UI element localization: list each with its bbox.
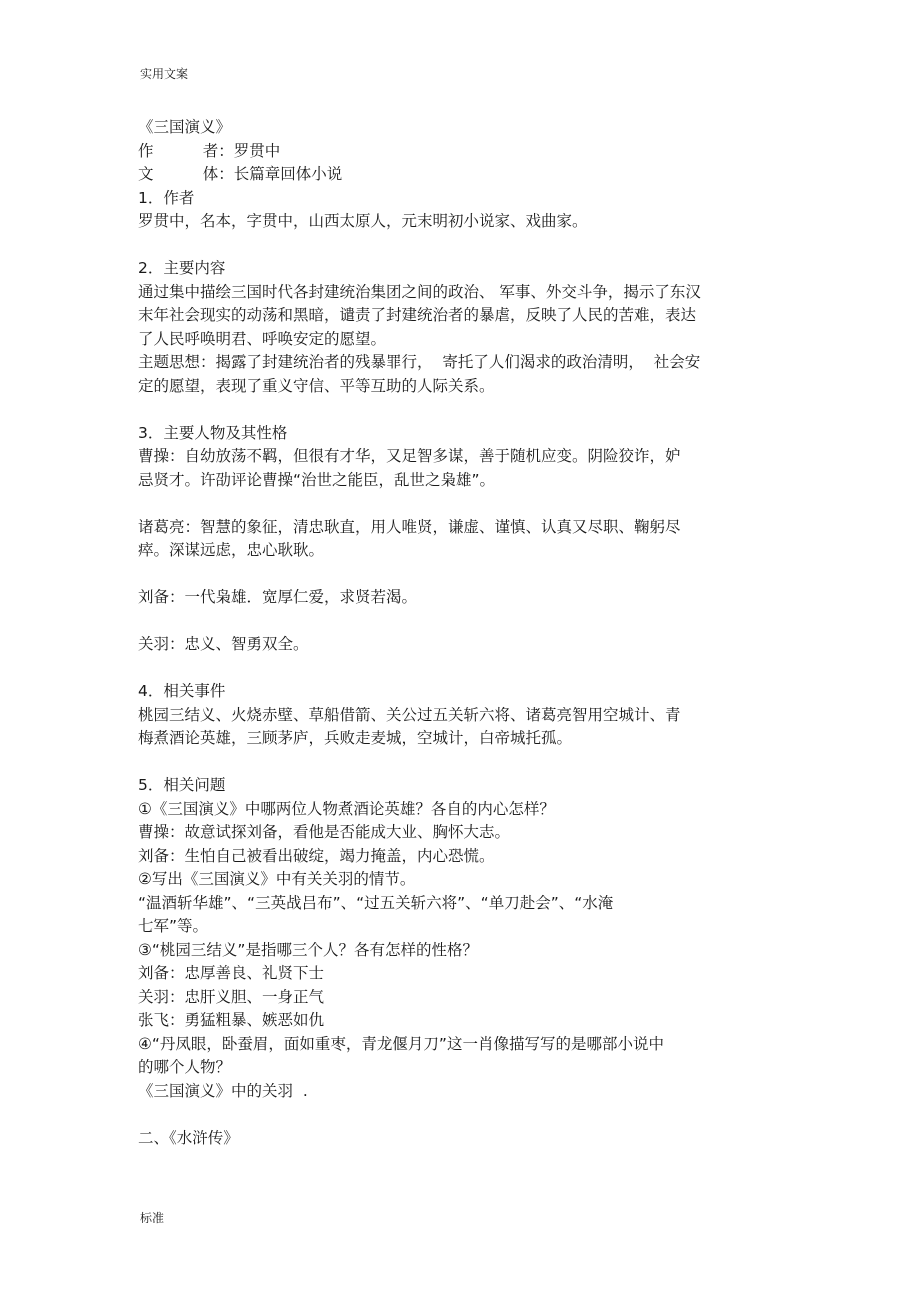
question-line: ②写出《三国演义》中有关关羽的情节。 <box>138 870 416 888</box>
page-footer: 标准 <box>140 1211 165 1225</box>
answer-line: 《三国演义》中的关羽 . <box>138 1081 308 1100</box>
question-line: ③“桃园三结义”是指哪三个人？各有怎样的性格？ <box>138 940 478 959</box>
answer-line: “温酒斩华雄”、“三英战吕布”、“过五关斩六将”、“单刀赴会”、“水淹 <box>138 893 614 912</box>
events-line: 桃园三结义、火烧赤壁、草船借箭、关公过五关斩六将、诸葛亮智用空城计、青 <box>138 705 681 724</box>
events-line: 梅煮酒论英雄，三顾茅庐，兵败走麦城，空城计，白帝城托孤。 <box>138 729 573 747</box>
content-line: 末年社会现实的动荡和黑暗，谴责了封建统治者的暴虐，反映了人民的苦难，表达 <box>138 306 697 324</box>
character-caocao: 曹操：自幼放荡不羁，但很有才华，又足智多谋，善于随机应变。阴险狡诈，妒 <box>138 447 681 465</box>
answer-line: 曹操：故意试探刘备，看他是否能成大业、胸怀大志。 <box>138 823 511 841</box>
answer-line: 七军”等。 <box>138 917 209 935</box>
content-line: 通过集中描绘三国时代各封建统治集团之间的政治、 军事、外交斗争，揭示了东汉 <box>138 282 701 301</box>
section-heading-characters: 3．主要人物及其性格 <box>138 423 288 442</box>
next-section-heading: 二、《水浒传》 <box>138 1128 239 1147</box>
character-zhuge: 诸葛亮：智慧的象征，清忠耿直，用人唯贤，谦虚、谨慎、认真又尽职、鞠躬尽 <box>138 517 681 536</box>
character-caocao: 忌贤才。许劭评论曹操“治世之能臣，乱世之枭雄”。 <box>138 470 496 489</box>
section-heading-content: 2．主要内容 <box>138 259 226 277</box>
section-heading-author: 1．作者 <box>138 188 195 207</box>
answer-line: 关羽：忠肝义胆、一身正气 <box>138 987 325 1006</box>
page-header: 实用文案 <box>140 67 189 81</box>
character-guanyu: 关羽：忠义、智勇双全。 <box>138 635 309 653</box>
section-heading-questions: 5．相关问题 <box>138 776 226 794</box>
character-zhuge: 瘁。深谋远虑，忠心耿耿。 <box>138 541 325 559</box>
section-heading-events: 4．相关事件 <box>138 682 226 700</box>
answer-line: 刘备：忠厚善良、礼贤下士 <box>138 964 325 982</box>
author-text: 罗贯中，名本，字贯中，山西太原人，元末明初小说家、戏曲家。 <box>138 212 588 230</box>
content-line: 了人民呼唤明君、呼唤安定的愿望。 <box>138 329 387 348</box>
book-title: 《三国演义》 <box>138 118 232 136</box>
character-liubei: 刘备：一代枭雄．宽厚仁爱，求贤若渴。 <box>138 588 418 606</box>
theme-line: 定的愿望，表现了重义守信、平等互助的人际关系。 <box>138 376 495 395</box>
question-line: ④“丹凤眼，卧蚕眉，面如重枣，青龙偃月刀”这一肖像描写写的是哪部小说中 <box>138 1034 664 1053</box>
author-line: 作 者：罗贯中 <box>138 141 281 160</box>
theme-line: 主题思想：揭露了封建统治者的残暴罪行， 寄托了人们渴求的政治清明， 社会安 <box>138 353 701 371</box>
genre-line: 文 体：长篇章回体小说 <box>138 165 343 183</box>
answer-line: 张飞：勇猛粗暴、嫉恶如仇 <box>138 1011 325 1029</box>
question-line: ①《三国演义》中哪两位人物煮酒论英雄？各自的内心怎样？ <box>138 799 555 818</box>
answer-line: 刘备：生怕自己被看出破绽，竭力掩盖，内心恐慌。 <box>138 846 495 865</box>
document-body <box>138 116 788 1150</box>
question-line: 的哪个人物？ <box>138 1058 232 1076</box>
